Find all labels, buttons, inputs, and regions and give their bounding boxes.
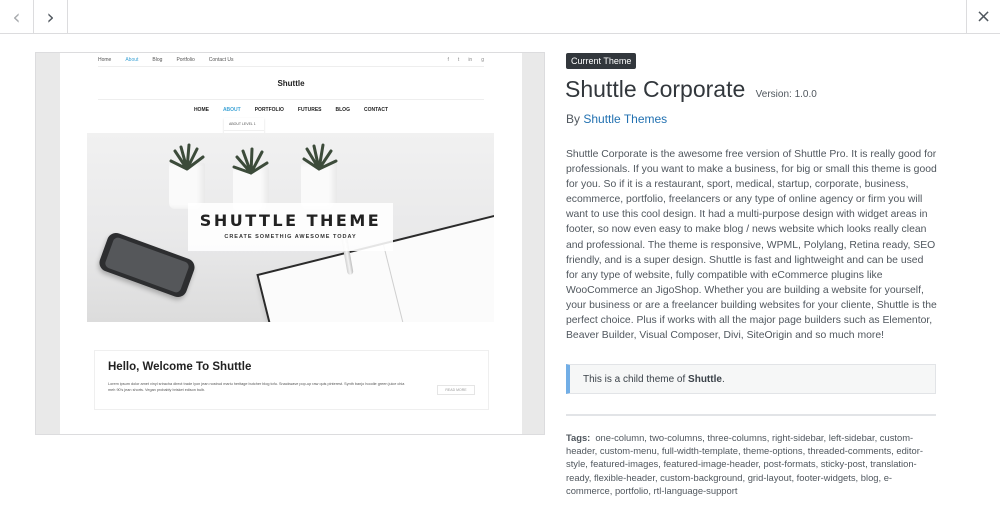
succulent-icon [167, 143, 207, 171]
tags-list: one-column, two-columns, three-columns, right-sidebar, left-sidebar, custom-header, custom-menu, full-width-template, theme-options, threaded-comments, editor-style, featured-images, featured-image-header, post-formats, sticky-post, translation-ready, flexible-header, custom-background, grid-layout, footer-widgets, blog, e-commerce, portfolio, rtl-language-support [566, 432, 923, 496]
screenshot-social-icons [448, 57, 484, 63]
google-plus-icon: g [481, 57, 484, 63]
screenshot-top-nav-item: About [125, 57, 139, 63]
screenshot-main-nav-item: HOME [193, 107, 209, 113]
notice-suffix: . [721, 374, 725, 385]
screenshot-site-title: Shuttle [277, 79, 305, 88]
screenshot-dropdown-item: ABOUT LEVEL 1 [224, 118, 264, 131]
screenshot-top-nav-item: Contact Us [208, 57, 234, 63]
facebook-icon: f [447, 57, 449, 63]
twitter-icon: t [457, 57, 460, 63]
screenshot-top-nav-item: Blog [152, 57, 163, 63]
screenshot-welcome-title: Hello, Welcome To Shuttle [108, 361, 252, 373]
theme-title: Shuttle Corporate [565, 76, 746, 102]
screenshot-welcome-box [94, 350, 489, 410]
current-theme-badge: Current Theme [566, 53, 636, 69]
screenshot-hero-image [87, 133, 494, 322]
screenshot-main-nav-item: FUTURES [297, 107, 322, 113]
author-prefix: By [566, 112, 581, 126]
divider [566, 414, 936, 416]
screenshot-welcome-text: Lorem ipsum dolor amet vinyl sriracha direct trade lyon jean nostrud mariu heritage butcher blog tofu. Snackwave pop-up raw quis pinterest. Synth banjo hoodie green juice chia meh 90's jean shorts. Vegan probably brisket edison bulb. [108, 382, 405, 392]
tags-label: Tags: [566, 432, 591, 443]
author-link[interactable]: Shuttle Themes [583, 112, 668, 126]
screenshot-top-nav [98, 57, 234, 63]
screenshot-divider [98, 99, 484, 100]
screenshot-main-nav-item: PORTFOLIO [254, 107, 284, 113]
previous-theme-button[interactable] [0, 0, 34, 33]
parent-theme-name: Shuttle [688, 374, 722, 385]
theme-name [565, 76, 817, 103]
screenshot-main-nav [60, 107, 522, 113]
screenshot-top-nav-item: Portfolio [176, 57, 195, 63]
screenshot-hero-subtitle: CREATE SOMETHIG AWESOME TODAY [224, 234, 357, 240]
theme-tags [566, 431, 938, 497]
theme-author [566, 112, 667, 126]
screenshot-hero-caption [188, 203, 393, 251]
phone-image [97, 230, 197, 299]
screenshot-hero-title: SHUTTLE THEME [199, 211, 382, 230]
succulent-icon [231, 147, 271, 175]
theme-screenshot [35, 52, 545, 435]
modal-header [0, 0, 1000, 34]
screenshot-read-more-button: READ MORE [437, 385, 475, 395]
child-theme-notice [566, 364, 936, 394]
close-icon: × [975, 6, 992, 27]
next-theme-button[interactable] [34, 0, 68, 33]
screenshot-main-nav-item: CONTACT [363, 107, 389, 113]
chevron-left-icon: ‹ [12, 4, 21, 29]
succulent-icon [299, 143, 339, 171]
screenshot-page [60, 53, 522, 435]
screenshot-top-nav-item: Home [98, 57, 112, 63]
theme-description: Shuttle Corporate is the awesome free version of Shuttle Pro. It is really good for professionals. If you want to make a business, for big or small this theme is good for you. So if it is a restaurant, sport, medical, startup, corporate, business, ecommerce, portfolio, freelancers or any type of online agency or firm you will want to use this cool design. It had a multi-purpose design with widget areas in footer, so now even easy to make blog / news website which looks really clean and professional. The theme is responsive, WPML, Polylang, Retina ready, SEO friendly, and is a super design. Shuttle is fast and lightweight and can be used for any type of website, fully compatible with eCommerce plugins like WooCommerce an JigoShop. Whether you are building a website for yourself, your business or are a freelancer building websites for your cliente, Shuttle is the perfect choice. Plus if works with all the major page builders such as Elementor, Beaver Builder, Visual Composer, Divi, SiteOrigin and so much more! [566, 149, 937, 342]
linkedin-icon: in [468, 57, 473, 63]
notice-text: This is a child theme of [583, 374, 686, 385]
screenshot-divider [98, 66, 484, 67]
screenshot-main-nav-item: BLOG [335, 107, 350, 113]
chevron-right-icon: › [46, 4, 55, 29]
close-button[interactable] [966, 0, 1000, 33]
theme-version: Version: 1.0.0 [755, 89, 817, 100]
screenshot-main-nav-item: ABOUT [222, 107, 241, 113]
